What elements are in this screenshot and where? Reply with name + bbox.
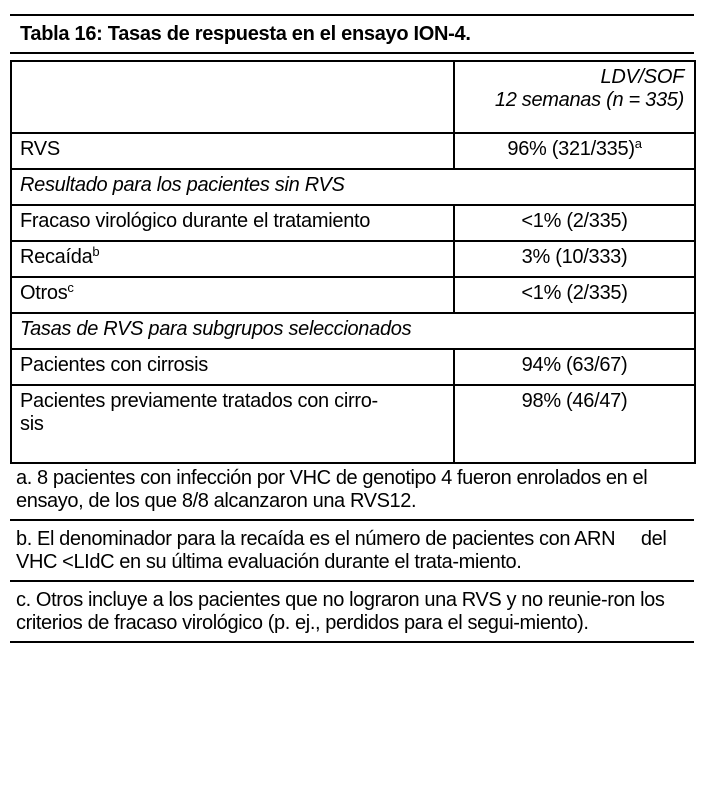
table-row: [11, 277, 695, 313]
footnote-b: b. El denominador para la recaída es el número de pacientes con ARN del VHC <LIdC en su última evaluación durante el trata-miento.: [10, 525, 694, 582]
footnote-c: c. Otros incluye a los pacientes que no lograron una RVS y no reunie-ron los criterios de fracaso virológico (p. ej., perdidos para el segui-miento).: [10, 586, 694, 643]
footnote-marker: c: [67, 280, 74, 295]
table-row: [11, 349, 695, 385]
row-value: [454, 133, 695, 169]
header-cell-empty: [11, 61, 454, 133]
table-row: [11, 133, 695, 169]
header-cell-treatment: [454, 61, 695, 133]
row-value: 94% (63/67): [454, 349, 695, 385]
row-value-text: 96% (321/335): [507, 138, 635, 160]
header-treatment-duration: 12 semanas (n = 335): [494, 89, 684, 111]
table-row: [11, 205, 695, 241]
section-row: [11, 169, 695, 205]
row-label-text: Otros: [20, 282, 68, 304]
section-heading: Tasas de RVS para subgrupos seleccionados: [11, 313, 695, 349]
row-label: RVS: [11, 133, 454, 169]
row-label: [11, 385, 454, 463]
table-title-text: Tabla 16: Tasas de respuesta en el ensayo ION-4.: [20, 22, 471, 45]
row-value: 3% (10/333): [454, 241, 695, 277]
row-label-text: Recaída: [20, 246, 93, 268]
row-label: [11, 241, 454, 277]
footnote-marker: b: [92, 244, 100, 259]
table-title: [10, 14, 694, 54]
document-page: [10, 14, 694, 643]
table-header-row: [11, 61, 695, 133]
row-label-line: Pacientes previamente tratados con cirro-: [20, 390, 378, 412]
results-table: [10, 60, 696, 464]
table-row: [11, 241, 695, 277]
row-label-line: sis: [20, 413, 44, 435]
footnote-marker: a: [634, 136, 642, 151]
row-label: Pacientes con cirrosis: [11, 349, 454, 385]
row-label: [11, 277, 454, 313]
row-label: Fracaso virológico durante el tratamiento: [11, 205, 454, 241]
row-value: <1% (2/335): [454, 205, 695, 241]
table-row: [11, 385, 695, 463]
section-row: [11, 313, 695, 349]
row-value: 98% (46/47): [454, 385, 695, 463]
section-heading: Resultado para los pacientes sin RVS: [11, 169, 695, 205]
footnote-a: a. 8 pacientes con infección por VHC de genotipo 4 fueron enrolados en el ensayo, de los que 8/8 alcanzaron una RVS12.: [10, 464, 694, 521]
row-value: <1% (2/335): [454, 277, 695, 313]
header-treatment-name: LDV/SOF: [600, 66, 684, 88]
